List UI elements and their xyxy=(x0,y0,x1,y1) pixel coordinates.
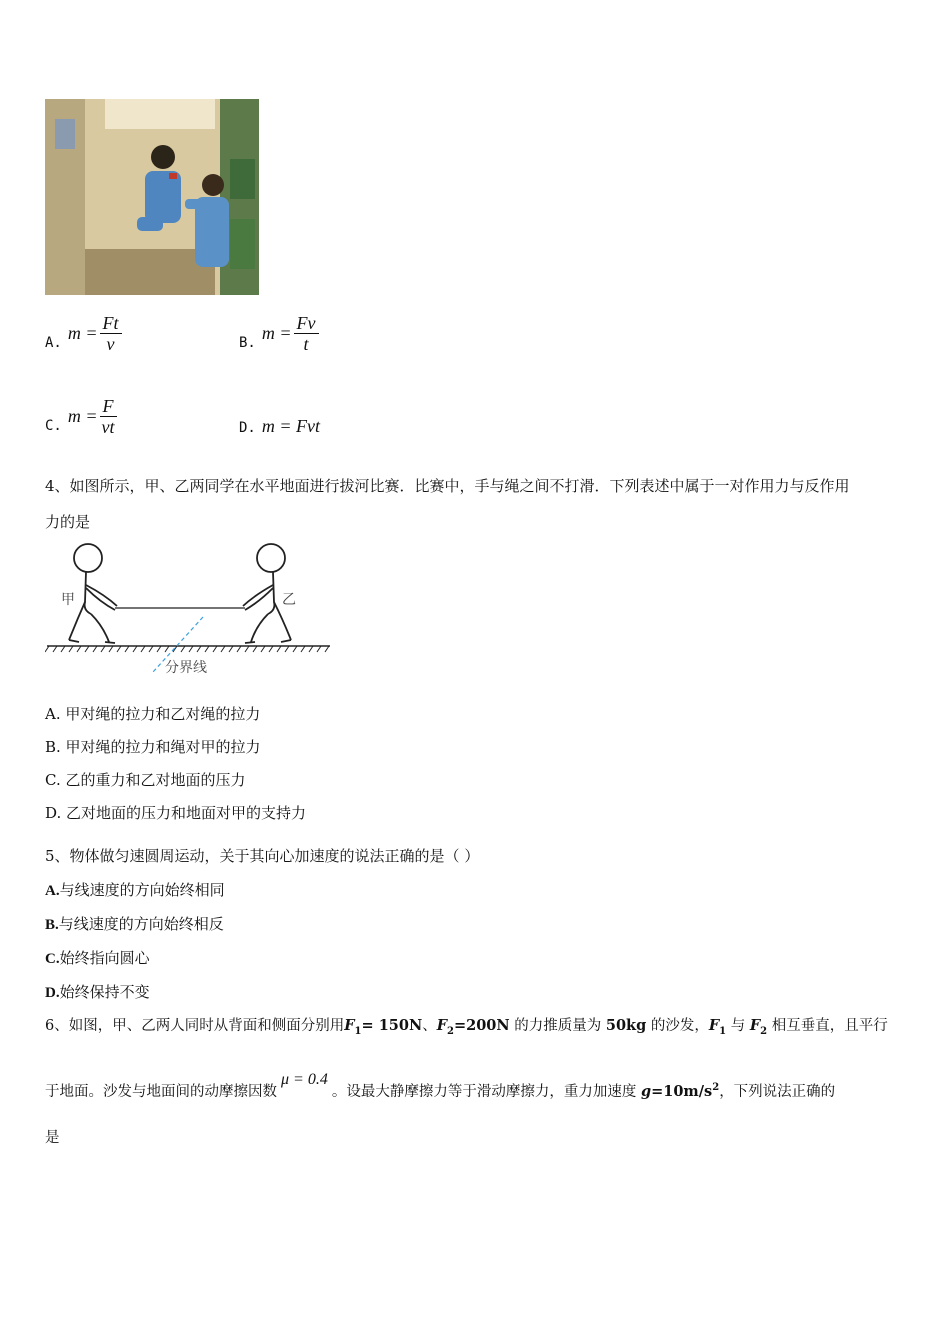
q6-text-1: 6、如图，甲、乙两人同时从背面和侧面分别用 xyxy=(45,1018,345,1034)
astronaut-photo xyxy=(45,99,259,295)
q6-f2-ref: F xyxy=(749,1017,761,1034)
q6-line2 xyxy=(45,1070,836,1102)
q4-stem-line1: 4、如图所示，甲、乙两同学在水平地面进行拔河比赛．比赛中，手与绳之间不打滑．下列表述中属于一对作用力与反作用 xyxy=(45,477,850,495)
option-a-denominator: v xyxy=(106,333,115,354)
q5-option-b-letter: B. xyxy=(45,917,59,933)
q6-f2-value: =200N xyxy=(453,1017,510,1034)
option-d[interactable] xyxy=(239,416,320,437)
option-b-denominator: t xyxy=(303,333,309,354)
tug-of-war-figure xyxy=(45,540,335,680)
option-c[interactable] xyxy=(45,393,117,439)
q6-line2-a: 于地面。沙发与地面间的动摩擦因数 xyxy=(45,1083,277,1100)
q6-line2-c: ，下列说法正确的 xyxy=(719,1083,836,1100)
option-c-denominator: vt xyxy=(101,416,115,437)
q6-f1-value: = 150N xyxy=(361,1017,423,1034)
q6-text-3: 的沙发， xyxy=(646,1018,709,1034)
q5-option-c-letter: C. xyxy=(45,951,60,967)
q4-option-d[interactable]: D. 乙对地面的压力和地面对甲的支持力 xyxy=(45,804,307,822)
option-d-label: D. xyxy=(239,420,256,436)
q6-text-2: 的力推质量为 xyxy=(509,1018,606,1034)
option-a-label: A. xyxy=(45,335,62,351)
q6-f2: F xyxy=(436,1017,448,1034)
option-a-numerator: Ft xyxy=(100,313,122,334)
option-a-lhs: m = xyxy=(67,322,98,343)
option-c-fraction xyxy=(100,396,117,437)
label-yi: 乙 xyxy=(282,592,296,608)
q5-option-a-letter: A. xyxy=(45,883,60,899)
q4-option-c[interactable]: C. 乙的重力和乙对地面的压力 xyxy=(45,771,246,789)
q6-line3: 是 xyxy=(45,1130,60,1146)
option-b[interactable] xyxy=(239,310,319,356)
option-b-numerator: Fv xyxy=(294,313,319,334)
q4-option-a[interactable]: A. 甲对绳的拉力和乙对绳的拉力 xyxy=(45,705,261,723)
q6-mass: 50kg xyxy=(605,1017,647,1034)
q5-option-d-text: 始终保持不变 xyxy=(59,983,150,1001)
option-c-numerator: F xyxy=(100,396,117,417)
q5-option-c[interactable] xyxy=(45,948,150,969)
option-a-fraction xyxy=(100,313,122,354)
q6-f1-ref-sub: 1 xyxy=(719,1025,727,1037)
option-b-label: B. xyxy=(239,335,256,351)
q6-line1 xyxy=(45,1016,888,1042)
q6-f2-sub: 2 xyxy=(447,1025,454,1037)
option-d-formula: m = Fvt xyxy=(261,416,320,436)
q5-option-a-text: 与线速度的方向始终相同 xyxy=(59,881,225,899)
option-c-label: C. xyxy=(45,418,62,434)
q5-option-c-text: 始终指向圆心 xyxy=(59,949,150,967)
q6-g: g xyxy=(640,1082,652,1100)
option-a[interactable] xyxy=(45,310,122,356)
q6-g-value: =10m/s xyxy=(651,1082,713,1100)
q5-option-b-text: 与线速度的方向始终相反 xyxy=(58,915,224,933)
q6-f1: F xyxy=(344,1017,355,1034)
option-b-fraction xyxy=(294,313,319,354)
q5-option-b[interactable] xyxy=(45,914,224,935)
label-boundary: 分界线 xyxy=(165,660,207,676)
q5-option-d-letter: D. xyxy=(45,985,60,1001)
q6-sep: 、 xyxy=(422,1018,437,1034)
label-jia: 甲 xyxy=(61,592,75,608)
option-c-lhs: m = xyxy=(67,405,98,426)
q4-option-b[interactable]: B. 甲对绳的拉力和绳对甲的拉力 xyxy=(45,738,261,756)
option-b-lhs: m = xyxy=(261,322,292,343)
q6-f1-sub: 1 xyxy=(354,1025,362,1037)
q6-text-4: 与 xyxy=(726,1018,750,1034)
q6-mu: μ = 0.4 xyxy=(281,1070,328,1088)
q6-f2-ref-sub: 2 xyxy=(760,1025,768,1037)
q5-option-a[interactable] xyxy=(45,880,225,901)
q6-text-5: 相互垂直，且平行 xyxy=(767,1018,888,1034)
q5-option-d[interactable] xyxy=(45,982,150,1003)
q5-stem: 5、物体做匀速圆周运动，关于其向心加速度的说法正确的是（ ） xyxy=(45,847,480,865)
q4-stem-line2: 力的是 xyxy=(45,513,91,531)
astronaut-illustration xyxy=(45,99,259,295)
q6-line2-b: 。设最大静摩擦力等于滑动摩擦力，重力加速度 xyxy=(331,1083,641,1100)
q6-f1-ref: F xyxy=(708,1017,720,1034)
q6-g-exp: 2 xyxy=(712,1082,720,1093)
